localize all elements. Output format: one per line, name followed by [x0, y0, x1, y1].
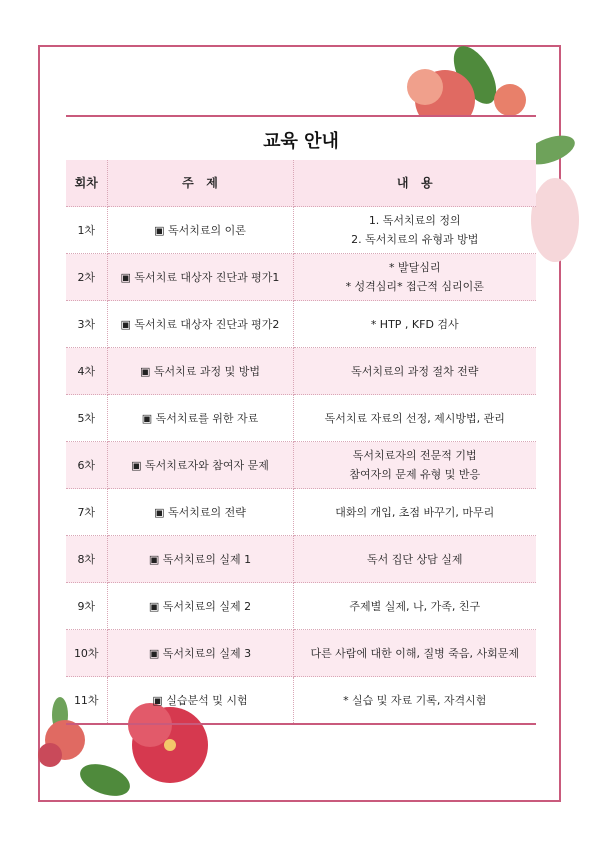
session-cell: 2차 — [66, 254, 107, 301]
content-line: 다른 사람에 대한 이해, 질병 죽음, 사회문제 — [310, 646, 520, 660]
page-title: 교육 안내 — [66, 115, 536, 164]
content-cell — [293, 254, 536, 301]
topic-cell: ▣ 독서치료의 실제 3 — [107, 630, 293, 677]
table-row — [66, 395, 536, 442]
table-row — [66, 254, 536, 301]
topic-cell: ▣ 독서치료의 실제 1 — [107, 536, 293, 583]
topic-cell: ▣ 독서치료의 실제 2 — [107, 583, 293, 630]
content-line: 독서치료자의 전문적 기법 — [352, 449, 477, 462]
topic-cell: ▣ 독서치료를 위한 자료 — [107, 395, 293, 442]
flower-petal — [531, 178, 579, 262]
content-cell — [293, 348, 536, 395]
table-row — [66, 536, 536, 583]
table-row — [66, 583, 536, 630]
session-cell: 5차 — [66, 395, 107, 442]
table-header-row — [66, 160, 536, 207]
content-line: 독서 집단 상담 실제 — [367, 552, 463, 566]
content-cell — [293, 207, 536, 254]
content-line: * 성격심리* 접근적 심리이론 — [345, 280, 484, 293]
content-line: * HTP , KFD 검사 — [370, 317, 459, 331]
header-session: 회차 — [66, 160, 107, 207]
content-line: * 실습 및 자료 기록, 자격시험 — [343, 693, 487, 707]
table-row — [66, 442, 536, 489]
content-cell — [293, 442, 536, 489]
flower-petal — [407, 69, 443, 105]
table-row — [66, 348, 536, 395]
session-cell: 6차 — [66, 442, 107, 489]
table-row — [66, 301, 536, 348]
session-cell: 10차 — [66, 630, 107, 677]
topic-cell: ▣ 독서치료 대상자 진단과 평가1 — [107, 254, 293, 301]
content-cell — [293, 536, 536, 583]
topic-cell: ▣ 독서치료 대상자 진단과 평가2 — [107, 301, 293, 348]
content-line: * 발달심리 — [388, 261, 441, 274]
content-line: 독서치료 자료의 선정, 제시방법, 관리 — [324, 411, 505, 425]
topic-cell: ▣ 독서치료의 이론 — [107, 207, 293, 254]
leaf-shape — [76, 758, 134, 802]
content-line: 독서치료의 과정 절차 전략 — [351, 364, 479, 378]
content-cell — [293, 489, 536, 536]
content-line: 주제별 실제, 나, 가족, 친구 — [349, 599, 481, 613]
content-line: 2. 독서치료의 유형과 방법 — [351, 233, 479, 246]
table-row — [66, 207, 536, 254]
topic-cell: ▣ 독서치료자와 참여자 문제 — [107, 442, 293, 489]
table-row — [66, 677, 536, 725]
content-cell — [293, 630, 536, 677]
header-content: 내 용 — [293, 160, 536, 207]
content-cell — [293, 677, 536, 725]
content-line: 대화의 개입, 초점 바꾸기, 마무리 — [335, 505, 495, 519]
topic-cell: ▣ 독서치료 과정 및 방법 — [107, 348, 293, 395]
flower-petal — [38, 743, 62, 767]
session-cell: 8차 — [66, 536, 107, 583]
topic-cell: ▣ 실습분석 및 시험 — [107, 677, 293, 725]
session-cell: 9차 — [66, 583, 107, 630]
session-cell: 7차 — [66, 489, 107, 536]
content-line: 1. 독서치료의 정의 — [368, 214, 461, 227]
topic-cell: ▣ 독서치료의 전략 — [107, 489, 293, 536]
education-schedule-table — [66, 160, 536, 725]
content-line: 참여자의 문제 유형 및 반응 — [349, 468, 481, 481]
content-cell — [293, 395, 536, 442]
session-cell: 11차 — [66, 677, 107, 725]
table-row — [66, 630, 536, 677]
flower-petal — [494, 84, 526, 116]
header-topic: 주 제 — [107, 160, 293, 207]
content-cell — [293, 301, 536, 348]
content-cell — [293, 583, 536, 630]
session-cell: 3차 — [66, 301, 107, 348]
flower-center — [164, 739, 176, 751]
session-cell: 1차 — [66, 207, 107, 254]
session-cell: 4차 — [66, 348, 107, 395]
table-row — [66, 489, 536, 536]
